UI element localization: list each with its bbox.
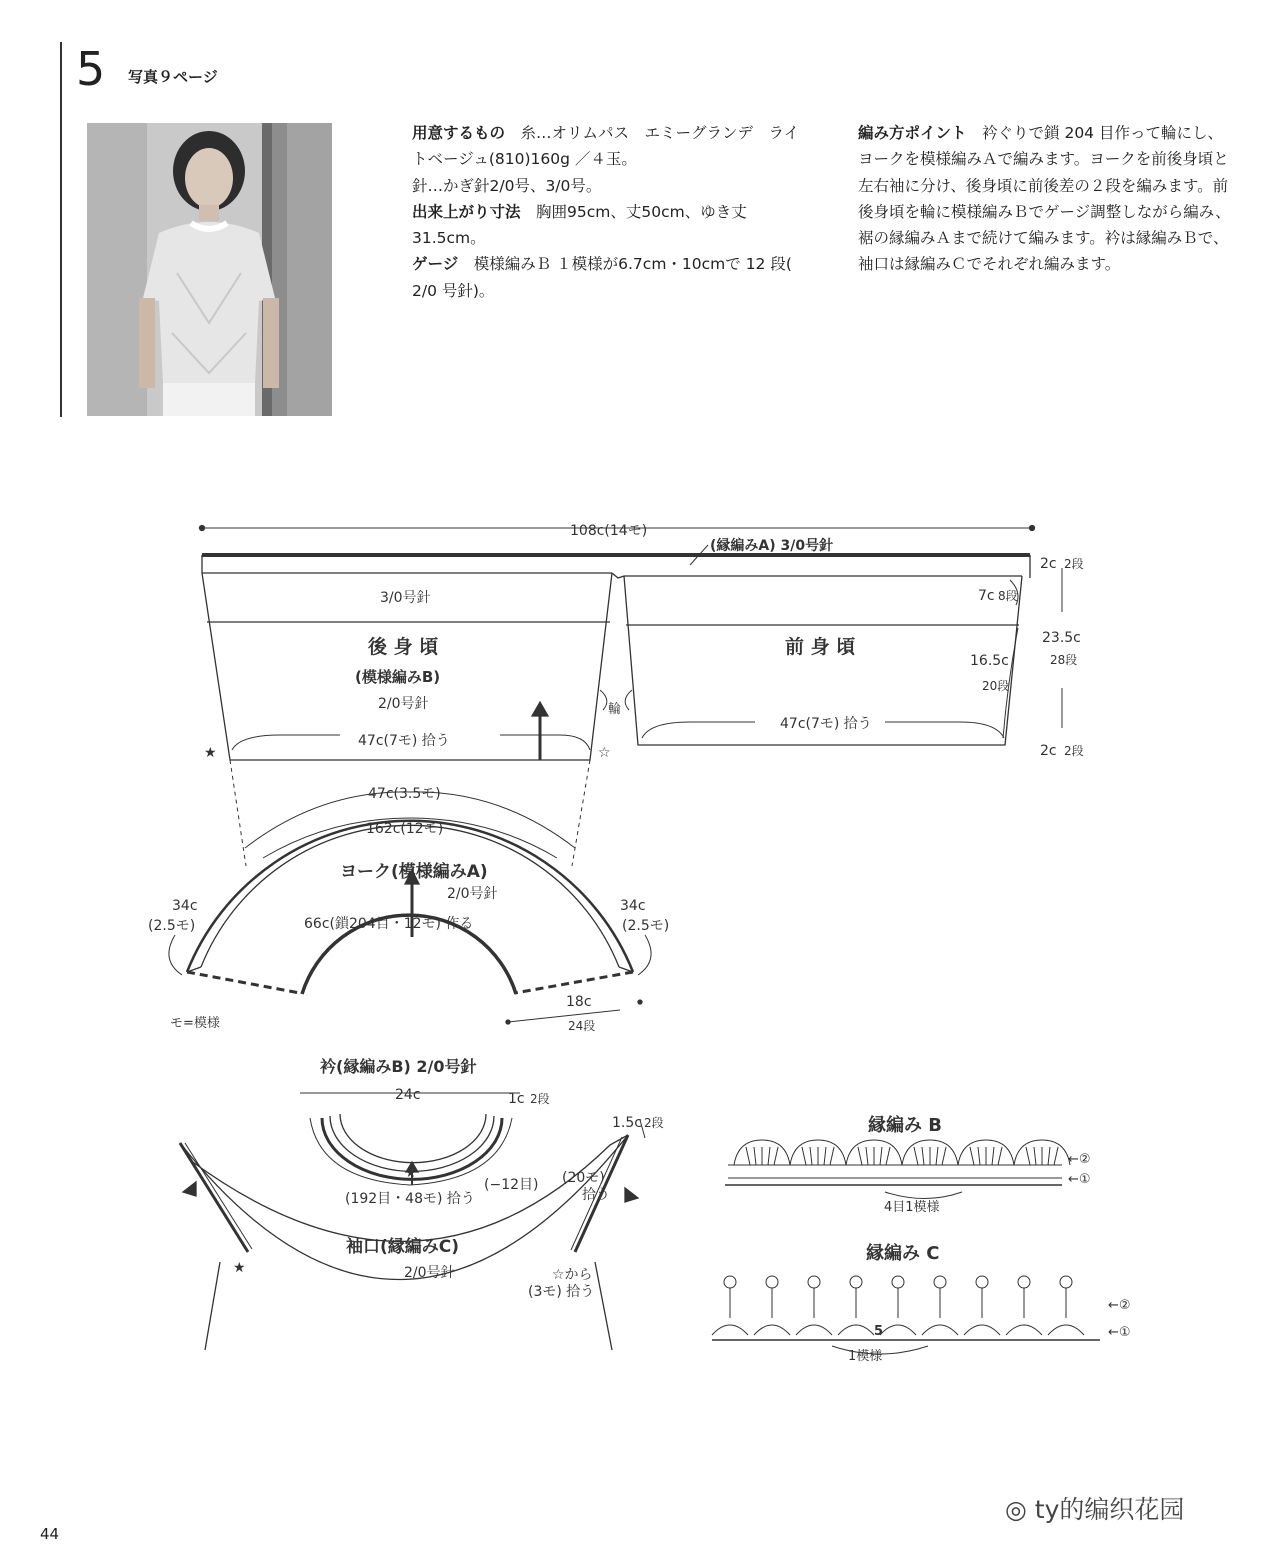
edge-c-picot [1060,1276,1072,1288]
edge-b-stitch [998,1147,1002,1165]
edge-b-stitch [914,1147,918,1165]
edge-b-row-2: ←② [1068,1152,1091,1167]
dim-2c-bottom: 2c [1040,743,1057,759]
cuff-star-from: ☆から [552,1267,593,1283]
edge-c-arch [838,1325,874,1335]
dim-23-5c-rows: 28段 [1050,653,1078,667]
star-solid-icon: ★ [204,745,217,761]
edge-c-arch [964,1325,1000,1335]
edge-c-picot [934,1276,946,1288]
cuff-title: 袖口(縁編みC) [346,1237,460,1257]
edge-b-stitch [746,1147,750,1165]
yoke-right-side-2: (2.5モ) [622,918,670,934]
edge-b-stitch [992,1147,994,1165]
sleeve-pickup-count: (20モ) [562,1170,605,1186]
edge-c-arch [796,1325,832,1335]
yoke-left-side: 34c [172,898,198,914]
loop-label: 輪 [608,702,622,717]
edge-b-stitch [970,1147,974,1165]
collar-pickup: (192目・48モ) 拾う [345,1191,475,1207]
materials-hook: 針…かぎ針2/0号、3/0号。 [412,176,602,195]
edge-c-arch [880,1325,916,1335]
edge-b-stitch [810,1147,812,1165]
edge-c-repeat: 1模様 [848,1349,883,1364]
watermark-text: ty的编织花园 [1034,1495,1185,1524]
yoke-left-side-2: (2.5モ) [148,918,196,934]
edge-c-picot [808,1276,820,1288]
edge-b-stitch [858,1147,862,1165]
sleeve-pickup-label: 拾う [582,1187,610,1203]
gauge-label: ゲージ [412,255,459,274]
edge-c-arch [712,1325,748,1335]
collar-depth-rows: 2段 [530,1092,550,1106]
edge-c-arch [754,1325,790,1335]
edge-b-repeat: 4目1模様 [884,1200,940,1215]
edge-c-title: 縁編み C [866,1243,940,1264]
yoke-outer-1: 47c(3.5モ) [368,786,441,802]
edge-c-row-2: ←② [1108,1298,1131,1313]
body-width-label: 108c(14モ) [570,523,648,539]
edge-b-stitch [922,1147,924,1165]
star-solid-icon: ★ [405,1166,417,1181]
photo-page-reference: 写真９ページ [128,68,218,86]
edge-b-row-1: ←① [1068,1172,1091,1187]
cuff-needle: 2/0号針 [404,1265,455,1281]
front-pickup: 47c(7モ) 拾う [780,716,872,732]
materials-yarn: 糸…オリムパス エミーグランデ ライトベージュ(810)160g ／４玉。 [412,124,800,169]
edge-b-stitch [978,1147,980,1165]
edge-b-stitch [942,1147,946,1165]
yoke-height-rows: 24段 [568,1019,596,1033]
edge-b-stitch [886,1147,890,1165]
back-body-title: 後 身 頃 [368,636,439,658]
edge-b-stitch [866,1147,868,1165]
materials-label: 用意するもの [412,124,506,142]
back-pickup: 47c(7モ) 拾う [358,733,450,749]
stitch-legend: モ=模様 [170,1016,220,1031]
edge-b-title: 縁編み B [868,1115,942,1136]
edge-c-row-1: ←① [1108,1325,1131,1340]
yoke-height: 18c [566,994,592,1010]
edge-b-stitch [802,1147,806,1165]
edge-b-stitch [1034,1147,1036,1165]
dim-23-5c: 23.5c [1042,630,1081,646]
points-label: 編み方ポイント [858,124,967,142]
cuff-depth-rows: 2段 [644,1116,664,1130]
edge-b-stitch [880,1147,882,1165]
yoke-needle: 2/0号針 [447,886,498,902]
dim-2c-top: 2c [1040,556,1057,572]
size-label: 出来上がり寸法 [412,202,521,221]
yoke-outer-2: 162c(12モ) [366,821,444,837]
edge-c-arch [922,1325,958,1335]
size-text: 胸囲95cm、丈50cm、ゆき丈31.5cm。 [412,202,747,248]
pattern-number: 5 [76,42,106,96]
star-solid-icon: ★ [233,1260,246,1276]
edge-b-stitch [774,1147,778,1165]
edge-b-stitch [830,1147,834,1165]
edge-c-marker: 5 [874,1324,884,1339]
back-body-needle: 2/0号針 [378,696,429,712]
edge-b-stitch [824,1147,826,1165]
edge-c-picot [976,1276,988,1288]
yoke-start: 66c(鎖204目・12モ) 作る [304,916,474,932]
edge-c-picot [766,1276,778,1288]
dim-2c-bottom-rows: 2段 [1064,744,1084,758]
edge-b-stitch [936,1147,938,1165]
collar-title: 衿(縁編みB) 2/0号針 [320,1057,477,1076]
edge-b-stitch [1026,1147,1030,1165]
watermark [1005,1490,1184,1526]
edge-c-arch [1048,1325,1084,1335]
dim-16-5c: 16.5c [970,653,1009,669]
edge-b-stitch [1054,1147,1058,1165]
star-outline-icon: ☆ [598,745,611,761]
edge-b-stitch [1048,1147,1050,1165]
dim-16-5c-rows: 20段 [982,679,1010,693]
front-body-title: 前 身 頃 [785,636,856,658]
page-number: 44 [40,1525,60,1543]
edge-c-picot [724,1276,736,1288]
back-needle-30: 3/0号針 [380,590,431,606]
collar-width: 24c [395,1087,421,1103]
dim-2c-top-rows: 2段 [1064,557,1084,571]
edge-b-stitch [768,1147,770,1165]
edge-c-picot [892,1276,904,1288]
points-text: 衿ぐりで鎖 204 目作って輪にし、ヨークを模様編みＡで編みます。ヨークを前後身頃と左右袖に分け、後身頃に前後差の２段を編みます。前後身頃を輪に模様編みＢでゲージ調整しながら編み、裾の縁編みＡまで続けて編みます。衿は縁編みＢで、袖口は縁編みＣでそれぞれ編みます。 [858,124,1231,274]
edge-c-picot [850,1276,862,1288]
edge-c-chart [712,1276,1084,1335]
chat-bubble-icon: ◎ [1005,1495,1027,1524]
dim-7c-rows: 8段 [998,589,1018,603]
edge-c-picot [1018,1276,1030,1288]
cuff-star-pickup: (3モ) 拾う [528,1284,595,1300]
dim-7c: 7c [978,588,995,604]
collar-decrease: (−12目) [484,1177,539,1193]
gauge-text: 模様編みＢ １模様が6.7cm・10cmで 12 段( 2/0 号針)。 [412,255,792,300]
cuff-depth: 1.5c [612,1115,642,1131]
back-body-pattern: (模様編みB) [355,668,441,686]
edge-b-chart [734,1140,1070,1165]
edge-c-arch [1006,1325,1042,1335]
yoke-right-side: 34c [620,898,646,914]
collar-depth: 1c [508,1091,525,1107]
hem-border-label: (縁編みA) 3/0号針 [710,538,834,554]
yoke-title: ヨーク(模様編みA) [340,862,488,882]
edge-b-stitch [754,1147,756,1165]
